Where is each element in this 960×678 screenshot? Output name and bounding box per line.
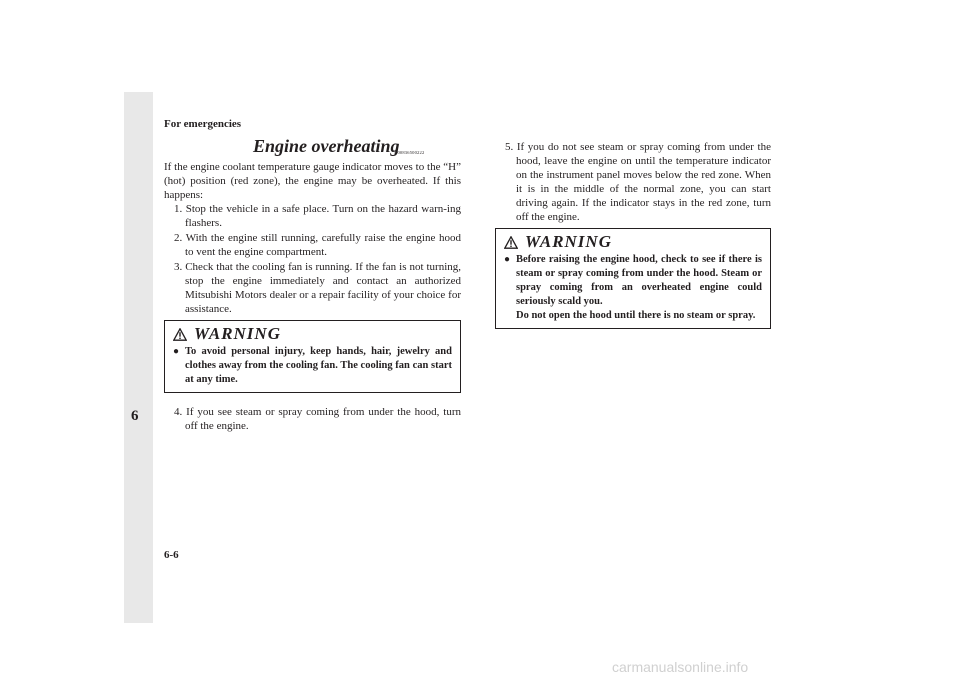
warning-title: WARNING xyxy=(525,232,612,251)
warning-text: Before raising the engine hood, check to see if there is steam or spray coming from under the hood. Steam or spray coming from an overheated engine could seriously scald you. xyxy=(516,254,762,307)
intro-paragraph: If the engine coolant temperature gauge indicator moves to the “H” (hot) position (red zone), the engine may be overheated. If this happens: xyxy=(164,161,461,201)
step-2: 2. With the engine still running, carefully raise the engine hood to vent the engine compartment. xyxy=(174,232,461,258)
bullet-icon: ● xyxy=(504,254,511,265)
watermark: carmanualsonline.info xyxy=(612,659,749,675)
step-3: 3. Check that the cooling fan is running. If the fan is not turning, stop the engine immediately and contact an authorized Mitsubishi Motors dealer or a repair facility of your choice for assistance. xyxy=(174,261,461,315)
step-4: 4. If you see steam or spray coming from under the hood, turn off the engine. xyxy=(174,406,461,432)
right-column xyxy=(495,140,771,341)
warning-triangle-icon xyxy=(504,236,518,249)
section-title: For emergencies xyxy=(164,118,242,130)
warning-triangle-icon xyxy=(173,328,187,341)
chapter-tab xyxy=(124,92,153,623)
reference-code: N00836500222 xyxy=(394,150,425,155)
warning-title: WARNING xyxy=(194,324,281,343)
step-1: 1. Stop the vehicle in a safe place. Turn on the hazard warn-ing flashers. xyxy=(174,203,461,229)
warning-text: To avoid personal injury, keep hands, hair, jewelry and clothes away from the cooling fan. The cooling fan can start at any time. xyxy=(185,346,452,385)
page-title: Engine overheating xyxy=(253,136,400,156)
chapter-number: 6 xyxy=(131,408,139,424)
step-5: 5. If you do not see steam or spray coming from under the hood, leave the engine on until the temperature indicator on the instrument panel moves below the red zone. When it is in the middle of the normal zone, you can start driving again. If the indicator stays in the red zone, turn off the engine. xyxy=(505,141,771,223)
left-column xyxy=(164,160,461,433)
warning-box xyxy=(164,320,461,393)
bullet-icon: ● xyxy=(173,346,180,357)
warning-text-2: Do not open the hood until there is no steam or spray. xyxy=(516,310,756,321)
page-number: 6-6 xyxy=(164,549,179,561)
warning-box xyxy=(495,228,771,329)
